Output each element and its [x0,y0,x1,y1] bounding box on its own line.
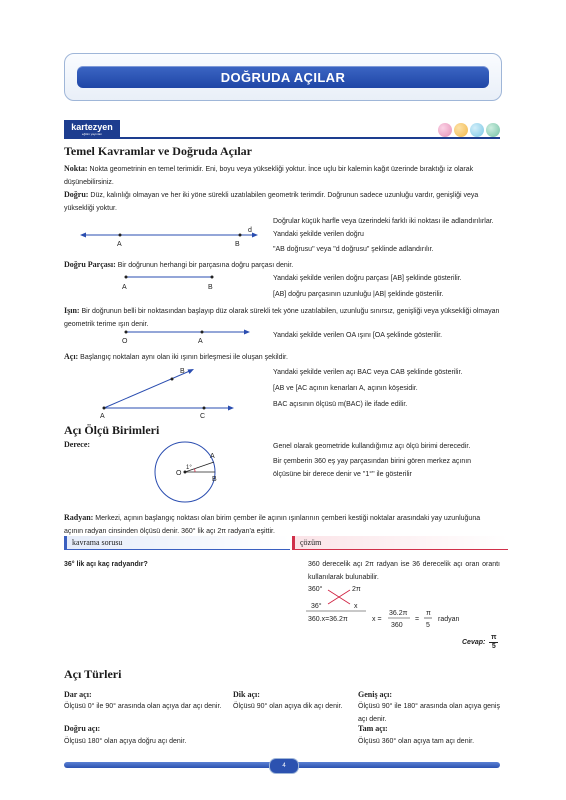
aci-figure [92,362,242,420]
parca-figure [112,270,232,292]
parca-text: Bir doğrunun herhangi bir parçasına doğru parçası denir. [117,262,294,269]
aci-point-a: A [100,413,105,420]
logo-text: kartezyen [71,121,113,132]
aci-label: Açı: [64,352,79,361]
dik-text: Ölçüsü 90° olan açıya dik açı denir. [233,703,343,710]
page-title: DOĞRUDA AÇILAR [77,66,489,88]
publisher-logo [64,120,120,138]
dogru-point-b: B [235,241,240,248]
isin-figure [114,326,254,346]
answer-den: 5 [491,643,496,650]
prop-num1: 36.2π [389,610,408,617]
cozum-header: çözüm [292,536,508,550]
parca-label: Doğru Parçası: [64,260,116,269]
prop-eq-sign: = [415,616,420,623]
radyan-paragraph [64,511,500,538]
dogru-text: Düz, kalınlığı olmayan ve her iki yöne sürekli uzatılabilen geometrik terimdir. Doğrunun sadece uzunluğu vardır, genişliği veya yüksekliği yoktur. [64,192,479,212]
dot-green-icon [486,123,500,137]
dogru-paragraph [64,188,500,215]
nokta-label: Nokta: [64,164,88,173]
tam-label: Tam açı: [358,724,388,733]
prop-num2: π [426,610,431,617]
section-title-turler: Açı Türleri [64,667,122,681]
genis-text: Ölçüsü 90° ile 180° arasında olan açıya geniş açı denir. [358,703,500,723]
example-question: 36° lik açı kaç radyandır? [64,561,148,568]
kavrama-sorusu-header: kavrama sorusu [64,536,290,550]
genis-label: Geniş açı: [358,690,392,699]
derece-label: Derece: [64,440,91,449]
dogru-point-a: A [117,241,122,248]
isin-point-a: A [198,338,203,345]
answer-num: π [491,634,497,641]
aci-note-1: Yandaki şekilde verilen açı BAC veya CAB şeklinde gösterilir. [273,369,463,376]
aci-point-c: C [200,413,206,420]
dogru-aci-text: Ölçüsü 180° olan açıya doğru açı denir. [64,738,187,745]
dogru-aci-label: Doğru açı: [64,724,101,733]
prop-den2: 5 [426,622,430,629]
decorative-dots [438,123,500,137]
derece-note-1: Genel olarak geometride kullandığımız açı ölçü birimi derecedir. [273,443,471,450]
dogru-figure [80,224,260,248]
aci-text: Başlangıç noktaları aynı olan iki ışının birleşmesi ile oluşan şekildir. [80,354,288,361]
nokta-text: Nokta geometrinin en temel terimidir. Eni, boyu veya yüksekliği yoktur. İnce uçlu bir kalemin kağıt üzerinde bıraktığı iz olarak düşünebilirsiniz. [64,166,474,186]
tam-text: Ölçüsü 360° olan açıya tam açı denir. [358,738,475,745]
section-title-birimler: Açı Ölçü Birimleri [64,423,160,437]
prop-row2-right: x [354,603,358,610]
prop-row2-left: 36° [311,603,322,610]
header-banner [64,53,502,101]
prop-eq-left: 360.x=36.2π [308,616,348,623]
derece-note-2: Bir çemberin 360 eş yay parçasından birini gören merkez açının ölçüsüne bir derece denir ve "1°" ile gösterilir [273,458,472,478]
example-solution: 360 derecelik açı 2π radyan ise 36 derecelik açı oran orantı kullanılarak bulunabilir. [308,561,500,581]
isin-label: Işın: [64,306,80,315]
section-title-temel: Temel Kavramlar ve Doğruda Açılar [64,144,252,158]
prop-den1: 360 [391,622,403,629]
parca-note-1: Yandaki şekilde verilen doğru parçası [AB] şeklinde gösterilir. [273,275,462,282]
derece-figure [150,438,240,508]
derece-point-b: B [212,476,217,483]
radyan-label: Radyan: [64,513,94,522]
dogru-label: Doğru: [64,190,89,199]
dot-pink-icon [438,123,452,137]
dar-text: Ölçüsü 0° ile 90° arasında olan açıya dar açı denir. [64,703,222,710]
dik-label: Dik açı: [233,690,260,699]
derece-point-o: O [176,470,182,477]
dot-orange-icon [454,123,468,137]
derece-angle: 1° [186,465,192,471]
parca-point-b: B [208,284,213,291]
isin-point-o: O [122,338,128,345]
parca-point-a: A [122,284,127,291]
answer-fraction [489,634,498,651]
dot-blue-icon [470,123,484,137]
header-divider [64,137,500,139]
dogru-note-2: "AB doğrusu" veya "d doğrusu" şeklinde adlandırılır. [273,246,434,253]
aci-point-b: B [180,368,185,375]
prop-unit: radyan [438,616,460,623]
dogru-label-d: d [248,227,252,234]
nokta-paragraph [64,162,500,189]
prop-row1-right: 2π [352,586,361,593]
parca-note-2: [AB] doğru parçasının uzunluğu |AB| şeklinde gösterilir. [273,291,444,298]
isin-note: Yandaki şekilde verilen OA ışını [OA şeklinde gösterilir. [273,332,443,339]
aci-note-2: [AB ve [AC açının kenarları A, açının köşesidir. [273,385,418,392]
prop-row1-left: 360° [308,586,323,593]
answer-label: Cevap: [462,639,486,646]
logo-subtitle: eğitim yayınları [81,131,103,136]
dar-label: Dar açı: [64,690,92,699]
prop-eq-x: x = [372,616,382,623]
page-number: 4 [269,758,299,774]
derece-point-a: A [210,453,215,460]
radyan-text: Merkezi, açının başlangıç noktası olan birim çember ile açının ışınlarının çemberi kestiği noktalar arasındaki yay uzunluğuna açının radyan cinsinden ölçüsü denir. 360° lik açı 2π radyan'a eşittir. [64,515,481,535]
answer [462,634,498,651]
aci-note-3: BAC açısının ölçüsü m(BAC) ile ifade edilir. [273,401,408,408]
isin-text: Bir doğrunun belli bir noktasından başlayıp düz olarak sürekli tek yöne uzatılabilen, uzunluğu sınırsız, genişliği veya yüksekliği olmayan geometrik terime ışın denir. [64,308,500,328]
dogru-note-1: Doğrular küçük harfle veya üzerindeki farklı iki noktası ile adlandırılırlar. Yandaki şekilde verilen doğru [273,218,494,238]
